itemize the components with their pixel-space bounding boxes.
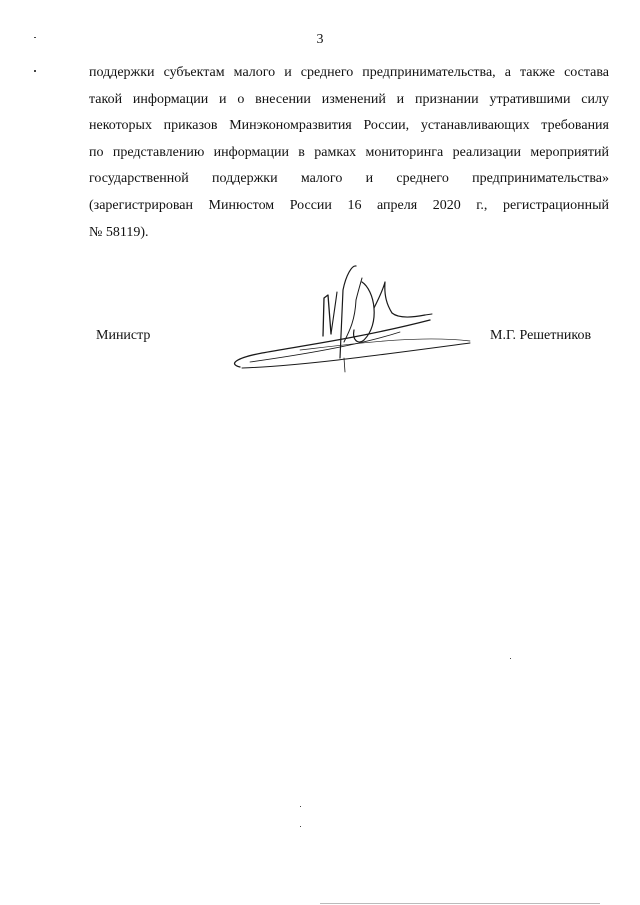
- scan-speck: [300, 806, 301, 807]
- body-line: некоторых приказов Минэкономразвития России, устанавливающих требования: [89, 118, 609, 134]
- page-number: 3: [316, 32, 324, 47]
- scan-edge: [320, 903, 600, 904]
- scan-speck: [510, 658, 511, 659]
- signatory-title: Министр: [96, 328, 151, 343]
- body-line: по представлению информации в рамках мониторинга реализации мероприятий: [89, 144, 609, 160]
- body-line: такой информации и о внесении изменений и признании утратившими силу: [89, 91, 609, 107]
- signatory-name: М.Г. Решетников: [490, 328, 592, 343]
- scan-speck: [34, 37, 36, 38]
- scan-speck: [300, 826, 301, 827]
- body-line: поддержки субъектам малого и среднего предпринимательства, а также состава: [89, 65, 609, 80]
- body-line: (зарегистрирован Минюстом России 16 апреля 2020 г., регистрационный: [89, 197, 609, 213]
- body-line: государственной поддержки малого и среднего предпринимательства»: [89, 171, 609, 187]
- body-line: № 58119).: [89, 224, 149, 240]
- scan-speck: [34, 70, 36, 72]
